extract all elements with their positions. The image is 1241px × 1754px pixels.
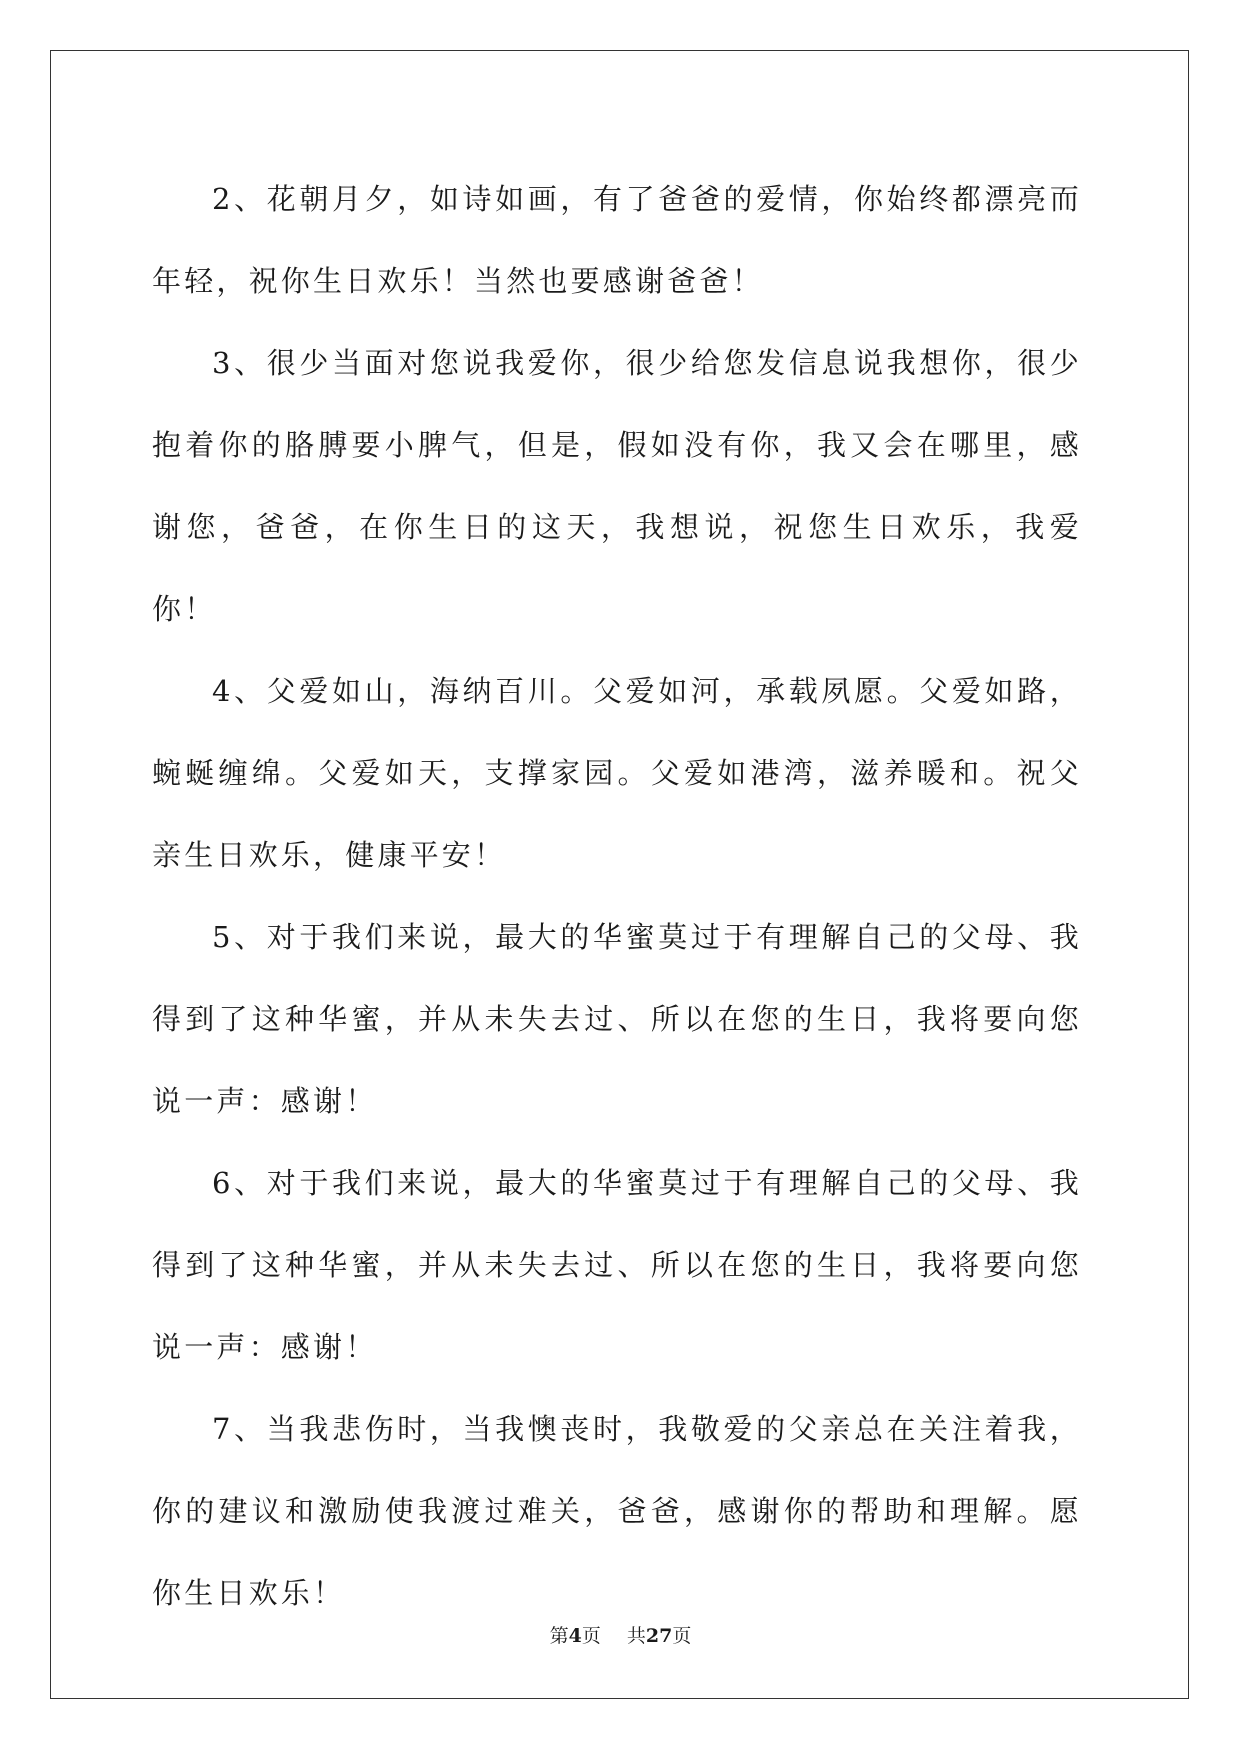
paragraph-5: 5、对于我们来说，最大的华蜜莫过于有理解自己的父母、我得到了这种华蜜，并从未失去过、所以在您的生日，我将要向您说一声：感谢！ xyxy=(152,920,1082,1118)
paragraph-2: 2、花朝月夕，如诗如画，有了爸爸的爱情，你始终都漂亮而年轻，祝你生日欢乐！当然也要感谢爸爸！ xyxy=(152,182,1082,298)
paragraph-6: 6、对于我们来说，最大的华蜜莫过于有理解自己的父母、我得到了这种华蜜，并从未失去过、所以在您的生日，我将要向您说一声：感谢！ xyxy=(152,1166,1082,1364)
page-footer xyxy=(0,1624,1241,1648)
total-prefix: 共 xyxy=(626,1625,646,1647)
total-suffix: 页 xyxy=(672,1625,692,1647)
document-body xyxy=(152,158,1082,1634)
total-pages: 27 xyxy=(645,1625,673,1647)
page-suffix: 页 xyxy=(581,1625,601,1647)
paragraph-3: 3、很少当面对您说我爱你，很少给您发信息说我想你，很少抱着你的胳膊要小脾气，但是，假如没有你，我又会在哪里，感谢您，爸爸，在你生日的这天，我想说，祝您生日欢乐，我爱你！ xyxy=(152,346,1082,626)
page-prefix: 第 xyxy=(549,1625,569,1647)
paragraph-7: 7、当我悲伤时，当我懊丧时，我敬爱的父亲总在关注着我，你的建议和激励使我渡过难关，爸爸，感谢你的帮助和理解。愿你生日欢乐！ xyxy=(152,1412,1082,1610)
page-number: 4 xyxy=(568,1625,582,1647)
paragraph-4: 4、父爱如山，海纳百川。父爱如河，承载夙愿。父爱如路，蜿蜒缠绵。父爱如天，支撑家园。父爱如港湾，滋养暖和。祝父亲生日欢乐，健康平安！ xyxy=(152,674,1082,872)
